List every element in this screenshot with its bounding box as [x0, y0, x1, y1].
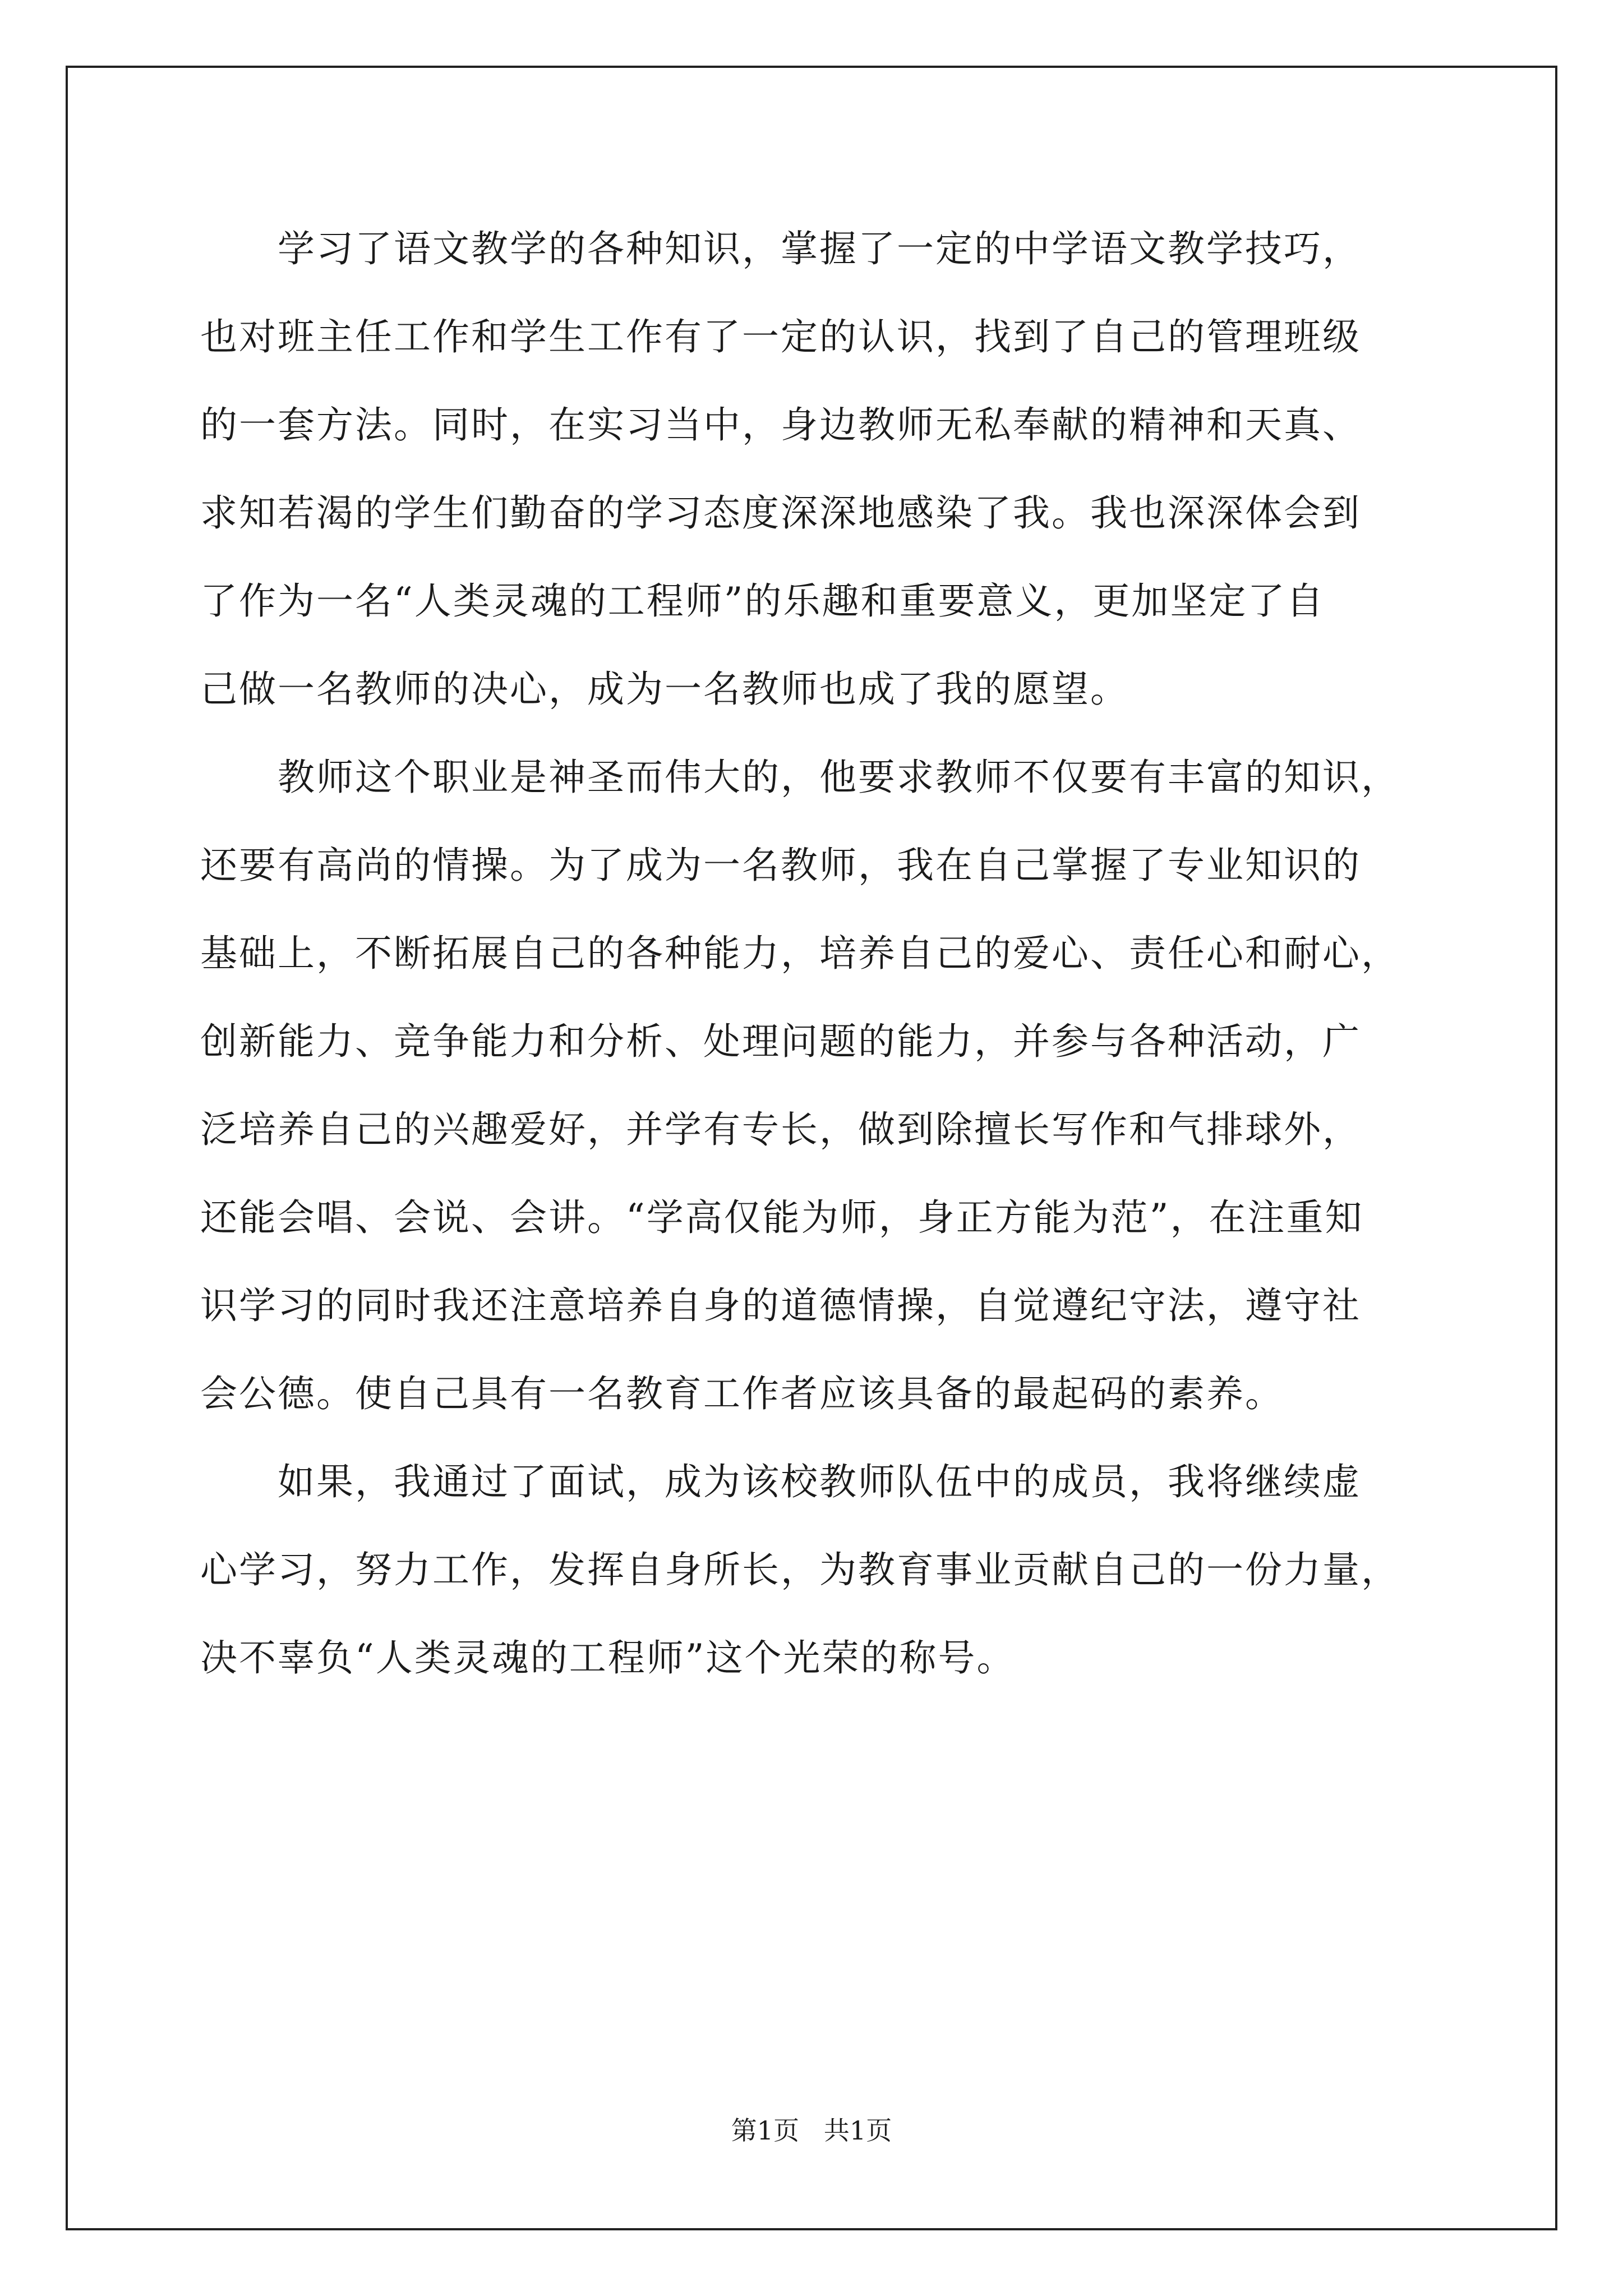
text-line: 还能会唱、会说、会讲。“学高仅能为师，身正方能为范”，在注重知 — [200, 1196, 1364, 1239]
text-line: 决不辜负“人类灵魂的工程师”这个光荣的称号。 — [200, 1636, 1016, 1680]
text-line: 泛培养自己的兴趣爱好，并学有专长，做到除擅长写作和气排球外， — [200, 1108, 1361, 1151]
text-line: 识学习的同时我还注意培养自身的道德情操，自觉遵纪守法，遵守社 — [200, 1284, 1361, 1327]
text-line: 求知若渴的学生们勤奋的学习态度深深地感染了我。我也深深体会到 — [200, 491, 1361, 535]
text-line: 基础上，不断拓展自己的各种能力，培养自己的爱心、责任心和耐心， — [200, 932, 1400, 975]
text-line: 的一套方法。同时，在实习当中，身边教师无私奉献的精神和天真、 — [200, 403, 1361, 447]
text-line: 心学习，努力工作，发挥自身所长，为教育事业贡献自己的一份力量， — [200, 1548, 1400, 1591]
document-body — [200, 205, 1423, 1702]
text-line: 了作为一名“人类灵魂的工程师”的乐趣和重要意义，更加坚定了自 — [200, 579, 1325, 623]
text-line: 教师这个职业是神圣而伟大的，他要求教师不仅要有丰富的知识， — [200, 756, 1400, 799]
page-number-footer: 第1页 共1页 — [731, 2115, 892, 2146]
text-line: 创新能力、竞争能力和分析、处理问题的能力，并参与各种活动，广 — [200, 1020, 1361, 1063]
text-line: 也对班主任工作和学生工作有了一定的认识，找到了自己的管理班级 — [200, 315, 1361, 358]
text-line: 学习了语文教学的各种知识，掌握了一定的中学语文教学技巧， — [200, 227, 1361, 270]
text-line: 还要有高尚的情操。为了成为一名教师，我在自己掌握了专业知识的 — [200, 844, 1361, 887]
text-line: 己做一名教师的决心，成为一名教师也成了我的愿望。 — [200, 668, 1129, 711]
text-line: 会公德。使自己具有一名教育工作者应该具备的最起码的素养。 — [200, 1372, 1284, 1415]
text-line: 如果，我通过了面试，成为该校教师队伍中的成员，我将继续虚 — [200, 1460, 1361, 1503]
